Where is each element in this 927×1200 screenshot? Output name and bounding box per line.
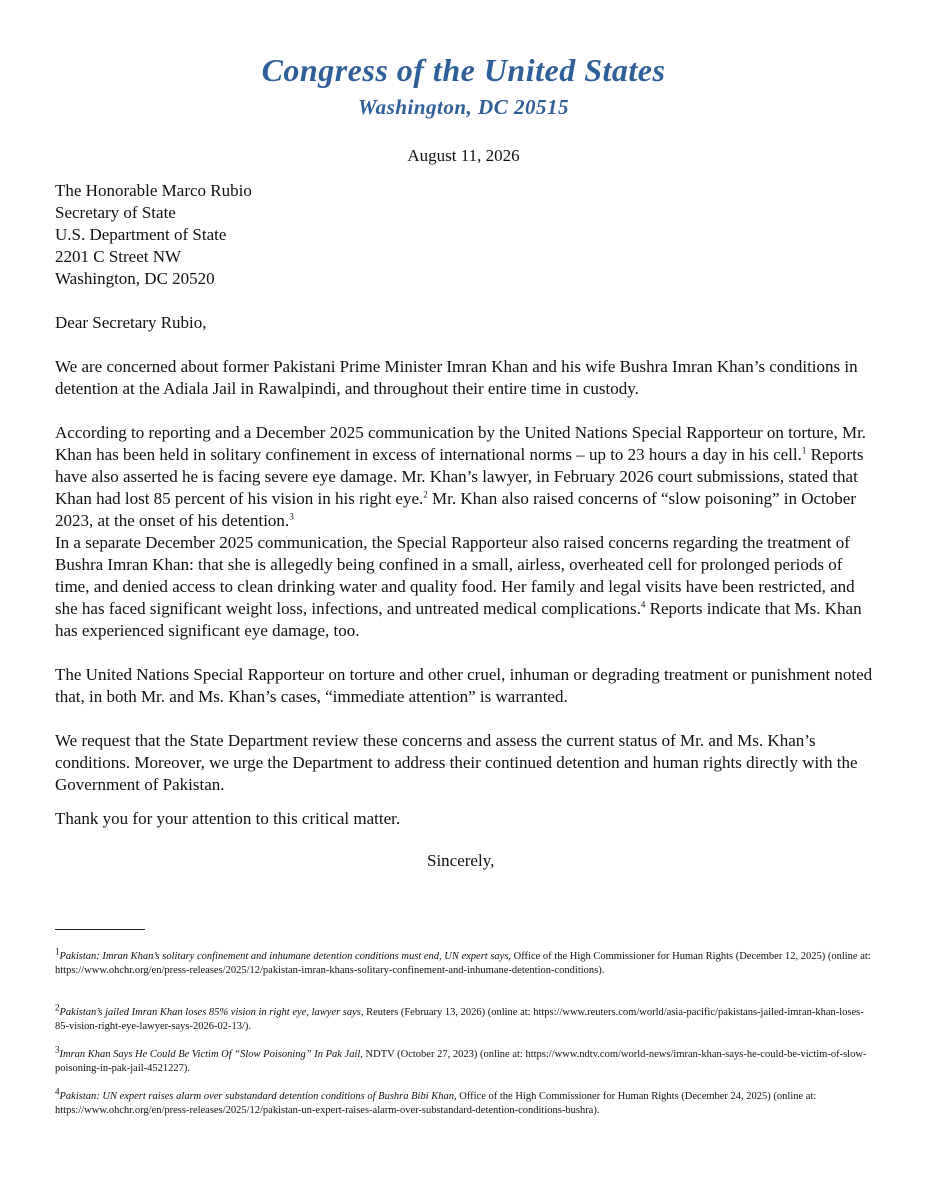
- footnote-title: Pakistan: UN expert raises alarm over substandard detention conditions of Bushra Bibi Khan: [59, 1091, 455, 1102]
- salutation: Dear Secretary Rubio,: [55, 313, 207, 332]
- closing: Sincerely,: [427, 851, 495, 870]
- footnote-ref-2[interactable]: 2: [423, 489, 428, 500]
- footnote-number: 1: [55, 946, 60, 957]
- paragraph-2-text-b: Reports have also asserted he is facing severe eye damage. Mr. Khan’s lawyer, in February 2026 court submissions, stated that Khan had lost 85 percent of his vision in his right eye.: [55, 445, 864, 508]
- recipient-line: U.S. Department of State: [55, 225, 227, 244]
- footnote-citation[interactable]: , Office of the High Commissioner for Human Rights (December 24, 2025) (online at: https://www.ohchr.org/en/press-releases/2025/12/pakistan-un-expert-raises-alarm-over-substandard-detention-conditions-bushra).: [55, 1091, 817, 1116]
- footnote-citation[interactable]: , Office of the High Commissioner for Human Rights (December 12, 2025) (online at: https://www.ohchr.org/en/press-releases/2025/12/pakistan-imran-khans-solitary-confinement-and-inhumane-detention-conditions).: [55, 951, 871, 976]
- footnote-2: [55, 1002, 875, 1034]
- footnote-ref-3[interactable]: 3: [289, 511, 294, 522]
- recipient-address: [55, 180, 875, 290]
- recipient-line: The Honorable Marco Rubio: [55, 181, 252, 200]
- footnote-ref-4[interactable]: 4: [640, 599, 646, 610]
- recipient-line: 2201 C Street NW: [55, 247, 182, 266]
- letter-date: August 11, 2026: [407, 146, 520, 165]
- paragraph-6: Thank you for your attention to this critical matter.: [55, 809, 401, 828]
- paragraph-1: We are concerned about former Pakistani Prime Minister Imran Khan and his wife Bushra Imran Khan’s conditions in detention at the Adiala Jail in Rawalpindi, and throughout their entire time in custody.: [55, 357, 858, 398]
- paragraph-3-text-b: Reports indicate that Ms. Khan has experienced significant eye damage, too.: [55, 599, 862, 640]
- footnote-4: [55, 1086, 875, 1118]
- footnote-title: Pakistan: Imran Khan’s solitary confinement and inhumane detention conditions must end, UN expert says: [59, 951, 509, 962]
- paragraph-5: We request that the State Department review these concerns and assess the current status of Mr. and Ms. Khan’s conditions. Moreover, we urge the Department to address their continued detention and human rights directly with the Government of Pakistan.: [55, 731, 858, 794]
- paragraph-2: [55, 422, 875, 532]
- letterhead-subtitle: Washington, DC 20515: [358, 95, 569, 119]
- footnote-3: [55, 1044, 875, 1076]
- recipient-line: Secretary of State: [55, 203, 176, 222]
- footnote-title: Pakistan’s jailed Imran Khan loses 85% vision in right eye, lawyer says: [59, 1007, 361, 1018]
- paragraph-2-text-c: Mr. Khan also raised concerns of “slow poisoning” in October 2023, at the onset of his detention.: [55, 489, 856, 530]
- footnote-citation[interactable]: , NDTV (October 27, 2023) (online at: https://www.ndtv.com/world-news/imran-khan-says-he-could-be-victim-of-slow-poisoning-in-pak-jail-4521227).: [55, 1049, 867, 1074]
- footnote-divider: [55, 929, 145, 930]
- footnote-citation[interactable]: , Reuters (February 13, 2026) (online at: https://www.reuters.com/world/asia-pacific/pakistans-jailed-imran-khan-loses-85-vision-right-eye-lawyer-says-2026-02-13/).: [55, 1007, 864, 1032]
- paragraph-2-text-a: According to reporting and a December 2025 communication by the United Nations Special Rapporteur on torture, Mr. Khan has been held in solitary confinement in excess of international norms – up to 23 hours a day in his cell.: [55, 423, 867, 464]
- recipient-line: Washington, DC 20520: [55, 269, 215, 288]
- footnote-title: Imran Khan Says He Could Be Victim Of “Slow Poisoning” In Pak Jail: [59, 1049, 361, 1060]
- letterhead-title: Congress of the United States: [261, 52, 666, 88]
- paragraph-3-text-a: In a separate December 2025 communication, the Special Rapporteur also raised concerns regarding the treatment of Bushra Imran Khan: that she is allegedly being confined in a small, airless, overheated cell for prolonged periods of time, and denied access to clean drinking water and quality food. Her family and legal visits have been restricted, and she has faced significant weight loss, infections, and untreated medical complications.: [55, 533, 855, 618]
- footnote-number: 2: [55, 1002, 60, 1013]
- paragraph-3: [55, 532, 875, 642]
- footnote-number: 3: [55, 1044, 60, 1055]
- footnote-number: 4: [55, 1086, 60, 1097]
- footnote-ref-1[interactable]: 1: [801, 445, 807, 456]
- footnote-1: [55, 946, 875, 978]
- paragraph-4: The United Nations Special Rapporteur on torture and other cruel, inhuman or degrading treatment or punishment noted that, in both Mr. and Ms. Khan’s cases, “immediate attention” is warranted.: [55, 665, 873, 706]
